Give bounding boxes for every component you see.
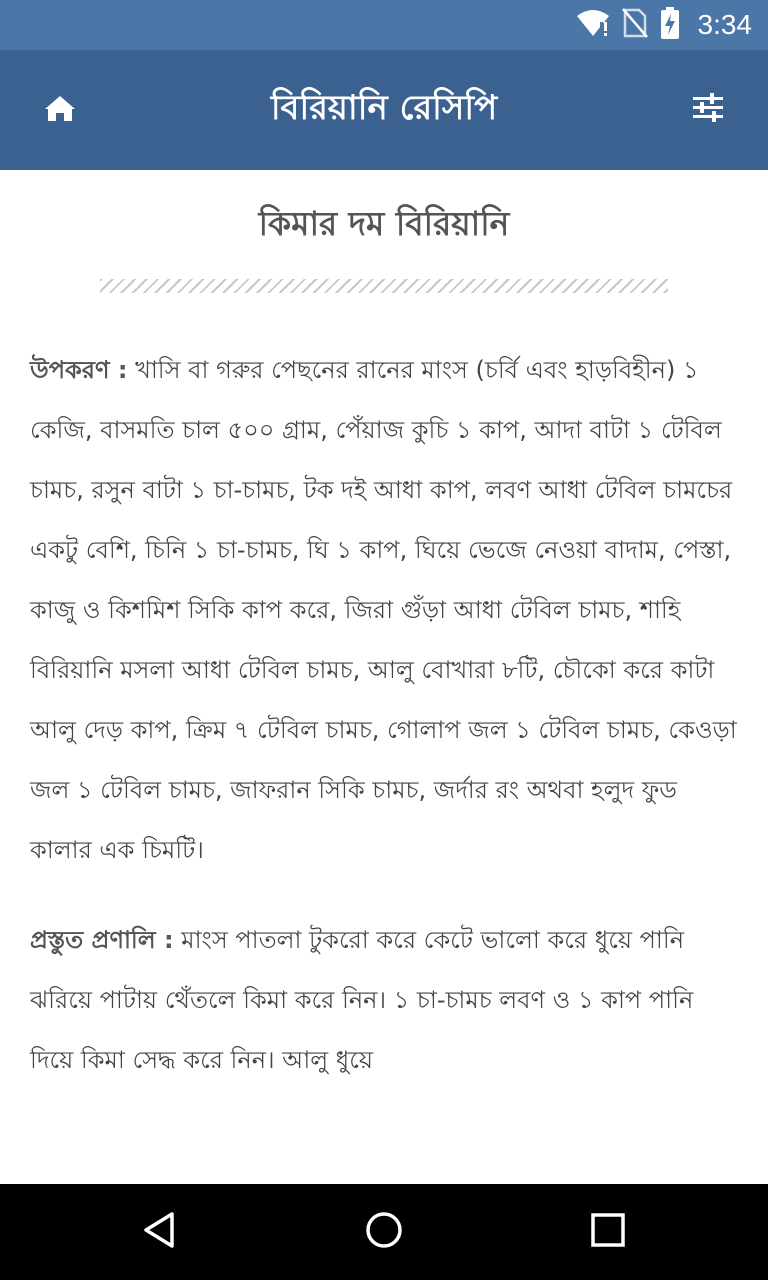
settings-sliders-icon — [692, 93, 724, 127]
recents-button[interactable] — [578, 1202, 638, 1262]
recents-icon — [590, 1212, 626, 1252]
back-button[interactable] — [130, 1202, 190, 1262]
ingredients-label: উপকরণ : — [30, 356, 128, 384]
method-text: মাংস পাতলা টুকরো করে কেটে ভালো করে ধুয়ে পানি ঝরিয়ে পাটায় থেঁতলে কিমা করে নিন। ১ চা-চামচ লবণ ও ১ কাপ পানি দিয়ে কিমা সেদ্ধ করে নিন। আলু ধুয়ে — [30, 926, 694, 1074]
method-paragraph — [30, 910, 742, 1090]
ingredients-paragraph — [30, 340, 742, 880]
recipe-body — [30, 340, 742, 1120]
app-bar — [0, 50, 768, 170]
status-icons — [576, 0, 753, 50]
battery-charging-icon — [660, 7, 680, 43]
no-sim-icon — [622, 8, 648, 42]
ingredients-text: খাসি বা গরুর পেছনের রানের মাংস (চর্বি এবং হাড়বিহীন) ১ কেজি, বাসমতি চাল ৫০০ গ্রাম, পেঁয়াজ কুচি ১ কাপ, আদা বাটা ১ টেবিল চামচ, রসুন বাটা ১ চা-চামচ, টক দই আধা কাপ, লবণ আধা টেবিল চামচের একটু বেশি, চিনি ১ চা-চামচ, ঘি ১ কাপ, ঘিয়ে ভেজে নেওয়া বাদাম, পেস্তা, কাজু ও কিশমিশ সিকি কাপ করে, জিরা গুঁড়া আধা টেবিল চামচ, শাহি বিরিয়ানি মসলা আধা টেবিল চামচ, আলু বোখারা ৮টি, চৌকো করে কাটা আলু দেড় কাপ, ক্রিম ৭ টেবিল চামচ, গোলাপ জল ১ টেবিল চামচ, কেওড়া জল ১ টেবিল চামচ, জাফরান সিকি চামচ, জর্দার রং অথবা হলুদ ফুড কালার এক চিমটি। — [30, 356, 737, 864]
back-icon — [140, 1210, 180, 1254]
method-label: প্রস্তুত প্রণালি : — [30, 926, 174, 954]
navigation-bar — [0, 1184, 768, 1280]
home-icon — [44, 94, 76, 126]
app-title: বিরিয়ানি রেসিপি — [270, 87, 498, 128]
status-bar — [0, 0, 768, 50]
title-divider — [100, 279, 668, 293]
home-circle-icon — [364, 1210, 404, 1254]
recipe-content[interactable] — [0, 170, 768, 1184]
recipe-title: কিমার দম বিরিয়ানি — [258, 204, 510, 243]
settings-button[interactable] — [684, 90, 732, 130]
home-button[interactable] — [36, 90, 84, 130]
home-nav-button[interactable] — [354, 1202, 414, 1262]
status-time: 3:34 — [697, 9, 752, 40]
wifi-icon — [576, 8, 610, 42]
